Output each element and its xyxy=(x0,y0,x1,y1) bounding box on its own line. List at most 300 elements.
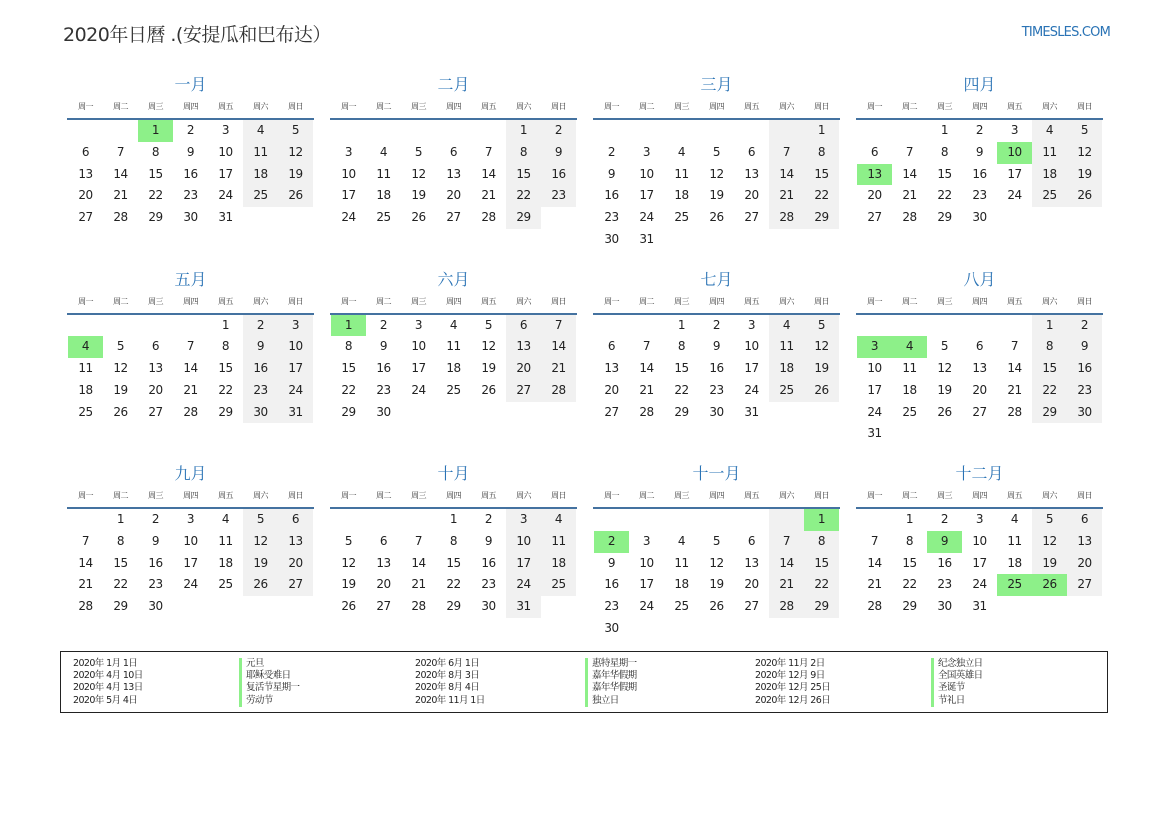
day-cell[interactable]: 18 xyxy=(376,188,391,203)
day-cell[interactable]: 23 xyxy=(604,599,619,614)
day-cell[interactable]: 10 xyxy=(218,144,233,159)
day-cell[interactable]: 6 xyxy=(151,339,160,354)
day-cell[interactable]: 4 xyxy=(1010,512,1019,526)
day-cell[interactable]: 15 xyxy=(804,553,839,575)
day-cell[interactable]: 7 xyxy=(1010,339,1019,354)
day-cell[interactable]: 11 xyxy=(243,142,278,164)
day-cell[interactable]: 8 xyxy=(116,533,125,548)
day-cell[interactable]: 20 xyxy=(972,382,987,397)
day-cell[interactable]: 4 xyxy=(243,120,278,142)
day-cell[interactable]: 24 xyxy=(972,577,987,592)
day-cell[interactable]: 3 xyxy=(221,123,230,137)
day-cell[interactable]: 16 xyxy=(1067,358,1102,380)
day-cell[interactable]: 12 xyxy=(411,166,426,181)
day-cell[interactable]: 19 xyxy=(709,577,724,592)
day-cell[interactable]: 30 xyxy=(1067,402,1102,424)
day-cell[interactable]: 13 xyxy=(1067,531,1102,553)
day-cell[interactable]: 18 xyxy=(674,577,689,592)
day-cell[interactable]: 7 xyxy=(116,144,125,159)
day-cell[interactable]: 25 xyxy=(674,599,689,614)
day-cell[interactable]: 28 xyxy=(183,404,198,419)
day-cell[interactable]: 1 xyxy=(138,120,173,142)
day-cell[interactable]: 9 xyxy=(186,144,195,159)
day-cell[interactable]: 14 xyxy=(411,555,426,570)
day-cell[interactable]: 26 xyxy=(481,382,496,397)
day-cell[interactable]: 4 xyxy=(769,315,804,337)
day-cell[interactable]: 25 xyxy=(243,185,278,207)
day-cell[interactable]: 4 xyxy=(68,336,103,358)
day-cell[interactable]: 14 xyxy=(481,166,496,181)
day-cell[interactable]: 31 xyxy=(218,210,233,225)
day-cell[interactable]: 3 xyxy=(506,509,541,531)
day-cell[interactable]: 13 xyxy=(744,166,759,181)
day-cell[interactable]: 11 xyxy=(674,555,689,570)
day-cell[interactable]: 5 xyxy=(804,315,839,337)
day-cell[interactable]: 16 xyxy=(481,555,496,570)
day-cell[interactable]: 2 xyxy=(151,512,160,526)
day-cell[interactable]: 24 xyxy=(506,574,541,596)
day-cell[interactable]: 12 xyxy=(709,555,724,570)
day-cell[interactable]: 18 xyxy=(446,361,461,376)
day-cell[interactable]: 9 xyxy=(1067,336,1102,358)
day-cell[interactable]: 25 xyxy=(218,577,233,592)
day-cell[interactable]: 31 xyxy=(506,596,541,618)
day-cell[interactable]: 30 xyxy=(604,620,619,635)
day-cell[interactable]: 5 xyxy=(243,509,278,531)
day-cell[interactable]: 10 xyxy=(341,166,356,181)
day-cell[interactable]: 16 xyxy=(541,164,576,186)
day-cell[interactable]: 2 xyxy=(1067,315,1102,337)
day-cell[interactable]: 7 xyxy=(905,144,914,159)
day-cell[interactable]: 31 xyxy=(744,404,759,419)
day-cell[interactable]: 31 xyxy=(867,426,882,441)
day-cell[interactable]: 8 xyxy=(677,339,686,354)
day-cell[interactable]: 13 xyxy=(744,555,759,570)
day-cell[interactable]: 6 xyxy=(747,144,756,159)
day-cell[interactable]: 12 xyxy=(243,531,278,553)
day-cell[interactable]: 9 xyxy=(541,142,576,164)
day-cell[interactable]: 8 xyxy=(151,144,160,159)
day-cell[interactable]: 15 xyxy=(446,555,461,570)
day-cell[interactable]: 23 xyxy=(243,380,278,402)
day-cell[interactable]: 15 xyxy=(902,555,917,570)
day-cell[interactable]: 6 xyxy=(607,339,616,354)
day-cell[interactable]: 17 xyxy=(867,382,882,397)
day-cell[interactable]: 2 xyxy=(940,512,949,526)
day-cell[interactable]: 17 xyxy=(972,555,987,570)
day-cell[interactable]: 19 xyxy=(481,361,496,376)
day-cell[interactable]: 13 xyxy=(857,164,892,186)
day-cell[interactable]: 16 xyxy=(604,188,619,203)
day-cell[interactable]: 2 xyxy=(541,120,576,142)
day-cell[interactable]: 23 xyxy=(937,577,952,592)
day-cell[interactable]: 24 xyxy=(639,599,654,614)
day-cell[interactable]: 3 xyxy=(642,144,651,159)
day-cell[interactable]: 13 xyxy=(78,166,93,181)
day-cell[interactable]: 13 xyxy=(446,166,461,181)
day-cell[interactable]: 28 xyxy=(1007,404,1022,419)
day-cell[interactable]: 23 xyxy=(541,185,576,207)
day-cell[interactable]: 4 xyxy=(677,144,686,159)
day-cell[interactable]: 24 xyxy=(411,382,426,397)
day-cell[interactable]: 6 xyxy=(278,509,313,531)
day-cell[interactable]: 19 xyxy=(278,164,313,186)
day-cell[interactable]: 6 xyxy=(449,144,458,159)
day-cell[interactable]: 20 xyxy=(376,577,391,592)
day-cell[interactable]: 12 xyxy=(278,142,313,164)
day-cell[interactable]: 15 xyxy=(1032,358,1067,380)
day-cell[interactable]: 9 xyxy=(975,144,984,159)
day-cell[interactable]: 7 xyxy=(414,533,423,548)
day-cell[interactable]: 4 xyxy=(449,317,458,332)
day-cell[interactable]: 1 xyxy=(331,315,366,337)
day-cell[interactable]: 21 xyxy=(1007,382,1022,397)
day-cell[interactable]: 26 xyxy=(1067,185,1102,207)
day-cell[interactable]: 20 xyxy=(78,188,93,203)
day-cell[interactable]: 21 xyxy=(183,382,198,397)
day-cell[interactable]: 25 xyxy=(1032,185,1067,207)
day-cell[interactable]: 13 xyxy=(972,361,987,376)
day-cell[interactable]: 2 xyxy=(594,531,629,553)
day-cell[interactable]: 9 xyxy=(607,555,616,570)
day-cell[interactable]: 5 xyxy=(1067,120,1102,142)
day-cell[interactable]: 22 xyxy=(218,382,233,397)
day-cell[interactable]: 30 xyxy=(709,404,724,419)
day-cell[interactable]: 15 xyxy=(148,166,163,181)
day-cell[interactable]: 6 xyxy=(747,533,756,548)
day-cell[interactable]: 25 xyxy=(376,210,391,225)
day-cell[interactable]: 30 xyxy=(972,210,987,225)
day-cell[interactable]: 8 xyxy=(804,531,839,553)
day-cell[interactable]: 30 xyxy=(243,402,278,424)
day-cell[interactable]: 17 xyxy=(411,361,426,376)
day-cell[interactable]: 25 xyxy=(541,574,576,596)
day-cell[interactable]: 13 xyxy=(604,361,619,376)
day-cell[interactable]: 27 xyxy=(604,404,619,419)
day-cell[interactable]: 12 xyxy=(709,166,724,181)
day-cell[interactable]: 28 xyxy=(78,599,93,614)
day-cell[interactable]: 25 xyxy=(446,382,461,397)
day-cell[interactable]: 13 xyxy=(278,531,313,553)
day-cell[interactable]: 26 xyxy=(113,404,128,419)
day-cell[interactable]: 5 xyxy=(414,144,423,159)
day-cell[interactable]: 18 xyxy=(769,358,804,380)
day-cell[interactable]: 22 xyxy=(937,188,952,203)
day-cell[interactable]: 3 xyxy=(857,336,892,358)
day-cell[interactable]: 7 xyxy=(541,315,576,337)
day-cell[interactable]: 21 xyxy=(541,358,576,380)
day-cell[interactable]: 21 xyxy=(639,382,654,397)
day-cell[interactable]: 8 xyxy=(506,142,541,164)
day-cell[interactable]: 8 xyxy=(1032,336,1067,358)
day-cell[interactable]: 23 xyxy=(604,210,619,225)
day-cell[interactable]: 22 xyxy=(804,185,839,207)
day-cell[interactable]: 7 xyxy=(870,533,879,548)
day-cell[interactable]: 7 xyxy=(484,144,493,159)
day-cell[interactable]: 30 xyxy=(376,404,391,419)
day-cell[interactable]: 22 xyxy=(148,188,163,203)
day-cell[interactable]: 26 xyxy=(411,210,426,225)
day-cell[interactable]: 16 xyxy=(604,577,619,592)
day-cell[interactable]: 17 xyxy=(218,166,233,181)
day-cell[interactable]: 24 xyxy=(183,577,198,592)
day-cell[interactable]: 27 xyxy=(506,380,541,402)
day-cell[interactable]: 8 xyxy=(804,142,839,164)
day-cell[interactable]: 20 xyxy=(446,188,461,203)
day-cell[interactable]: 6 xyxy=(379,533,388,548)
day-cell[interactable]: 17 xyxy=(639,188,654,203)
day-cell[interactable]: 29 xyxy=(341,404,356,419)
day-cell[interactable]: 2 xyxy=(379,317,388,332)
day-cell[interactable]: 18 xyxy=(78,382,93,397)
day-cell[interactable]: 18 xyxy=(902,382,917,397)
day-cell[interactable]: 2 xyxy=(712,317,721,332)
day-cell[interactable]: 4 xyxy=(1032,120,1067,142)
day-cell[interactable]: 19 xyxy=(709,188,724,203)
day-cell[interactable]: 15 xyxy=(674,361,689,376)
day-cell[interactable]: 1 xyxy=(804,509,839,531)
day-cell[interactable]: 20 xyxy=(278,553,313,575)
day-cell[interactable]: 8 xyxy=(344,339,353,354)
day-cell[interactable]: 5 xyxy=(116,339,125,354)
day-cell[interactable]: 4 xyxy=(677,533,686,548)
day-cell[interactable]: 27 xyxy=(744,210,759,225)
day-cell[interactable]: 23 xyxy=(183,188,198,203)
day-cell[interactable]: 29 xyxy=(804,596,839,618)
day-cell[interactable]: 22 xyxy=(804,574,839,596)
day-cell[interactable]: 29 xyxy=(506,207,541,229)
day-cell[interactable]: 26 xyxy=(341,599,356,614)
day-cell[interactable]: 29 xyxy=(804,207,839,229)
day-cell[interactable]: 23 xyxy=(481,577,496,592)
day-cell[interactable]: 21 xyxy=(867,577,882,592)
day-cell[interactable]: 4 xyxy=(541,509,576,531)
day-cell[interactable]: 10 xyxy=(411,339,426,354)
day-cell[interactable]: 2 xyxy=(975,123,984,137)
day-cell[interactable]: 15 xyxy=(341,361,356,376)
day-cell[interactable]: 4 xyxy=(892,336,927,358)
day-cell[interactable]: 10 xyxy=(972,533,987,548)
day-cell[interactable]: 14 xyxy=(78,555,93,570)
day-cell[interactable]: 1 xyxy=(804,120,839,142)
day-cell[interactable]: 18 xyxy=(218,555,233,570)
day-cell[interactable]: 21 xyxy=(113,188,128,203)
day-cell[interactable]: 24 xyxy=(218,188,233,203)
day-cell[interactable]: 9 xyxy=(243,336,278,358)
day-cell[interactable]: 29 xyxy=(446,599,461,614)
day-cell[interactable]: 23 xyxy=(972,188,987,203)
day-cell[interactable]: 13 xyxy=(376,555,391,570)
day-cell[interactable]: 1 xyxy=(221,317,230,332)
day-cell[interactable]: 27 xyxy=(278,574,313,596)
day-cell[interactable]: 24 xyxy=(639,210,654,225)
day-cell[interactable]: 23 xyxy=(148,577,163,592)
day-cell[interactable]: 22 xyxy=(341,382,356,397)
day-cell[interactable]: 21 xyxy=(78,577,93,592)
day-cell[interactable]: 23 xyxy=(709,382,724,397)
day-cell[interactable]: 17 xyxy=(506,553,541,575)
day-cell[interactable]: 11 xyxy=(376,166,391,181)
day-cell[interactable]: 27 xyxy=(446,210,461,225)
day-cell[interactable]: 12 xyxy=(1067,142,1102,164)
day-cell[interactable]: 24 xyxy=(341,210,356,225)
day-cell[interactable]: 7 xyxy=(186,339,195,354)
day-cell[interactable]: 29 xyxy=(113,599,128,614)
day-cell[interactable]: 25 xyxy=(997,574,1032,596)
day-cell[interactable]: 26 xyxy=(278,185,313,207)
day-cell[interactable]: 7 xyxy=(81,533,90,548)
day-cell[interactable]: 14 xyxy=(639,361,654,376)
day-cell[interactable]: 16 xyxy=(376,361,391,376)
day-cell[interactable]: 25 xyxy=(674,210,689,225)
day-cell[interactable]: 9 xyxy=(151,533,160,548)
day-cell[interactable]: 26 xyxy=(804,380,839,402)
day-cell[interactable]: 14 xyxy=(867,555,882,570)
day-cell[interactable]: 19 xyxy=(1067,164,1102,186)
day-cell[interactable]: 14 xyxy=(1007,361,1022,376)
day-cell[interactable]: 3 xyxy=(642,533,651,548)
day-cell[interactable]: 3 xyxy=(1010,123,1019,137)
day-cell[interactable]: 3 xyxy=(747,317,756,332)
day-cell[interactable]: 11 xyxy=(1007,533,1022,548)
day-cell[interactable]: 20 xyxy=(744,577,759,592)
day-cell[interactable]: 19 xyxy=(937,382,952,397)
day-cell[interactable]: 11 xyxy=(218,533,233,548)
day-cell[interactable]: 19 xyxy=(1032,553,1067,575)
day-cell[interactable]: 30 xyxy=(937,599,952,614)
day-cell[interactable]: 27 xyxy=(148,404,163,419)
day-cell[interactable]: 17 xyxy=(341,188,356,203)
day-cell[interactable]: 24 xyxy=(744,382,759,397)
day-cell[interactable]: 2 xyxy=(484,512,493,526)
day-cell[interactable]: 4 xyxy=(221,512,230,526)
day-cell[interactable]: 17 xyxy=(183,555,198,570)
day-cell[interactable]: 12 xyxy=(113,361,128,376)
day-cell[interactable]: 6 xyxy=(506,315,541,337)
day-cell[interactable]: 1 xyxy=(116,512,125,526)
day-cell[interactable]: 16 xyxy=(709,361,724,376)
day-cell[interactable]: 18 xyxy=(1032,164,1067,186)
day-cell[interactable]: 22 xyxy=(446,577,461,592)
day-cell[interactable]: 7 xyxy=(642,339,651,354)
day-cell[interactable]: 10 xyxy=(639,166,654,181)
day-cell[interactable]: 28 xyxy=(902,210,917,225)
day-cell[interactable]: 17 xyxy=(278,358,313,380)
day-cell[interactable]: 13 xyxy=(506,336,541,358)
day-cell[interactable]: 30 xyxy=(604,231,619,246)
day-cell[interactable]: 27 xyxy=(972,404,987,419)
day-cell[interactable]: 26 xyxy=(937,404,952,419)
day-cell[interactable]: 12 xyxy=(481,339,496,354)
day-cell[interactable]: 12 xyxy=(1032,531,1067,553)
day-cell[interactable]: 16 xyxy=(937,555,952,570)
day-cell[interactable]: 17 xyxy=(1007,166,1022,181)
day-cell[interactable]: 10 xyxy=(506,531,541,553)
day-cell[interactable]: 21 xyxy=(902,188,917,203)
day-cell[interactable]: 10 xyxy=(639,555,654,570)
day-cell[interactable]: 17 xyxy=(639,577,654,592)
day-cell[interactable]: 14 xyxy=(769,553,804,575)
day-cell[interactable]: 18 xyxy=(674,188,689,203)
day-cell[interactable]: 28 xyxy=(639,404,654,419)
day-cell[interactable]: 6 xyxy=(81,144,90,159)
day-cell[interactable]: 20 xyxy=(148,382,163,397)
day-cell[interactable]: 10 xyxy=(997,142,1032,164)
day-cell[interactable]: 22 xyxy=(1032,380,1067,402)
day-cell[interactable]: 23 xyxy=(1067,380,1102,402)
day-cell[interactable]: 15 xyxy=(113,555,128,570)
day-cell[interactable]: 28 xyxy=(867,599,882,614)
day-cell[interactable]: 24 xyxy=(1007,188,1022,203)
day-cell[interactable]: 6 xyxy=(975,339,984,354)
day-cell[interactable]: 1 xyxy=(1032,315,1067,337)
day-cell[interactable]: 11 xyxy=(541,531,576,553)
day-cell[interactable]: 29 xyxy=(148,210,163,225)
day-cell[interactable]: 1 xyxy=(449,512,458,526)
day-cell[interactable]: 31 xyxy=(639,231,654,246)
day-cell[interactable]: 8 xyxy=(449,533,458,548)
day-cell[interactable]: 2 xyxy=(243,315,278,337)
day-cell[interactable]: 14 xyxy=(113,166,128,181)
day-cell[interactable]: 29 xyxy=(902,599,917,614)
day-cell[interactable]: 26 xyxy=(243,574,278,596)
day-cell[interactable]: 27 xyxy=(867,210,882,225)
day-cell[interactable]: 2 xyxy=(186,123,195,137)
day-cell[interactable]: 10 xyxy=(744,339,759,354)
day-cell[interactable]: 16 xyxy=(148,555,163,570)
day-cell[interactable]: 16 xyxy=(183,166,198,181)
day-cell[interactable]: 28 xyxy=(113,210,128,225)
day-cell[interactable]: 31 xyxy=(972,599,987,614)
day-cell[interactable]: 5 xyxy=(484,317,493,332)
day-cell[interactable]: 11 xyxy=(1032,142,1067,164)
day-cell[interactable]: 19 xyxy=(113,382,128,397)
day-cell[interactable]: 9 xyxy=(379,339,388,354)
day-cell[interactable]: 11 xyxy=(769,336,804,358)
day-cell[interactable]: 1 xyxy=(677,317,686,332)
day-cell[interactable]: 22 xyxy=(902,577,917,592)
day-cell[interactable]: 9 xyxy=(927,531,962,553)
brand-link[interactable]: TIMESLES.COM xyxy=(1021,25,1110,40)
day-cell[interactable]: 31 xyxy=(278,402,313,424)
day-cell[interactable]: 20 xyxy=(744,188,759,203)
day-cell[interactable]: 27 xyxy=(376,599,391,614)
day-cell[interactable]: 9 xyxy=(484,533,493,548)
day-cell[interactable]: 6 xyxy=(870,144,879,159)
day-cell[interactable]: 14 xyxy=(541,336,576,358)
day-cell[interactable]: 14 xyxy=(769,164,804,186)
day-cell[interactable]: 18 xyxy=(1007,555,1022,570)
day-cell[interactable]: 29 xyxy=(1032,402,1067,424)
day-cell[interactable]: 16 xyxy=(243,358,278,380)
day-cell[interactable]: 28 xyxy=(411,599,426,614)
day-cell[interactable]: 15 xyxy=(506,164,541,186)
day-cell[interactable]: 10 xyxy=(867,361,882,376)
day-cell[interactable]: 3 xyxy=(186,512,195,526)
day-cell[interactable]: 29 xyxy=(218,404,233,419)
day-cell[interactable]: 13 xyxy=(148,361,163,376)
day-cell[interactable]: 11 xyxy=(78,361,93,376)
day-cell[interactable]: 4 xyxy=(379,144,388,159)
day-cell[interactable]: 30 xyxy=(183,210,198,225)
day-cell[interactable]: 7 xyxy=(769,142,804,164)
day-cell[interactable]: 30 xyxy=(148,599,163,614)
day-cell[interactable]: 24 xyxy=(867,404,882,419)
day-cell[interactable]: 26 xyxy=(709,599,724,614)
day-cell[interactable]: 19 xyxy=(411,188,426,203)
day-cell[interactable]: 20 xyxy=(604,382,619,397)
day-cell[interactable]: 25 xyxy=(78,404,93,419)
